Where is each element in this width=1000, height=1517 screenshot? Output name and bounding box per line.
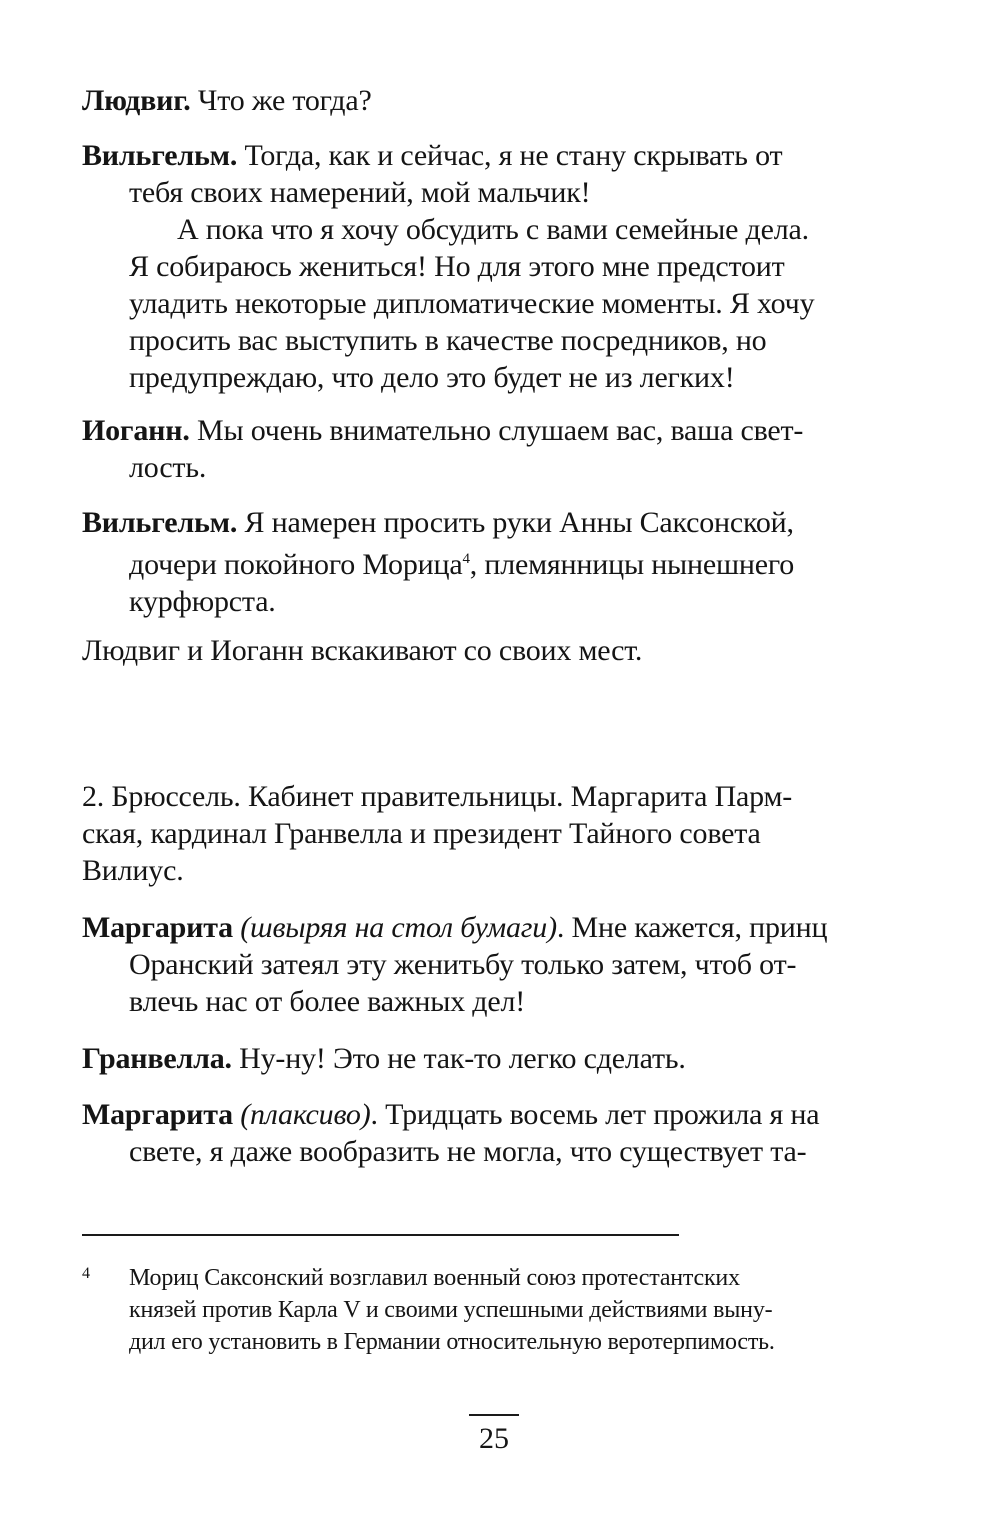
footnote-ref[interactable]: 4 bbox=[462, 551, 470, 567]
dialogue-wilhelm-1: Вильгельм. Тогда, как и сейчас, я не стану скрывать от тебя своих намерений, мой мальчик! А пока что я хочу обсудить с вами семейные дела. Я собираюсь жениться! Но для этого мне предстоит уладить некоторые дипломатические моменты. Я хочу просить вас выступить в качестве посредников, но предупреждаю, что дело это будет не из легких! bbox=[82, 137, 902, 396]
speaker-name: Гранвелла bbox=[82, 1042, 225, 1075]
dialogue-text: Я намерен просить руки Анны Саксонской, bbox=[244, 506, 794, 539]
stage-note: (плаксиво) bbox=[240, 1098, 371, 1131]
dialogue-text: Что же тогда? bbox=[197, 84, 372, 117]
dialogue-text: Мы очень внимательно слушаем вас, ваша свет- bbox=[196, 414, 804, 447]
stage-direction bbox=[82, 632, 902, 669]
scene-heading bbox=[82, 778, 902, 889]
dialogue-margarita-1 bbox=[82, 909, 902, 1020]
dialogue-text: Тогда, как и сейчас, я не стану скрывать от bbox=[244, 139, 783, 172]
dialogue-text: лость. bbox=[129, 451, 207, 484]
dialogue-text: А пока что я хочу обсудить с вами семейные дела. bbox=[177, 213, 809, 246]
dialogue-text: Оранский затеял эту женитьбу только затем, чтоб от- bbox=[129, 948, 797, 981]
speaker-name: Маргарита bbox=[82, 1098, 233, 1131]
dialogue-text: . Тридцать восемь лет прожила я на bbox=[370, 1098, 820, 1131]
speaker-name: Вильгельм bbox=[82, 506, 230, 539]
scene-text: ская, кардинал Гранвелла и президент Тайного совета bbox=[82, 817, 761, 850]
speaker-name: Людвиг bbox=[82, 84, 184, 117]
page-number: 25 bbox=[479, 1422, 509, 1455]
scene-text: 2. Брюссель. Кабинет правительницы. Маргарита Парм- bbox=[82, 780, 793, 813]
dialogue-text: дочери покойного Морица bbox=[129, 548, 463, 581]
footnote-text: князей против Карла V и своими успешными действиями выну- bbox=[129, 1297, 773, 1323]
dialogue-margarita-2 bbox=[82, 1096, 902, 1170]
dialogue-text: Ну-ну! Это не так-то легко сделать. bbox=[239, 1042, 686, 1075]
scene-text: Вилиус. bbox=[82, 854, 184, 887]
footnote-mark: 4 bbox=[82, 1265, 90, 1282]
dialogue-text: уладить некоторые дипломатические моменты. Я хочу bbox=[129, 287, 815, 320]
footnote-text: дил его установить в Германии относительную веротерпимость. bbox=[129, 1329, 775, 1355]
dialogue-text: Я собираюсь жениться! Но для этого мне предстоит bbox=[129, 250, 785, 283]
dialogue-text: предупреждаю, что дело это будет не из легких! bbox=[129, 361, 735, 394]
stage-note: (швыряя на стол бумаги) bbox=[240, 911, 557, 944]
dialogue-text: , племянницы нынешнего bbox=[469, 548, 795, 581]
dialogue-ludwig-1: Людвиг. Что же тогда? bbox=[82, 84, 372, 117]
dialogue-granvelle-1: Гранвелла. Ну-ну! Это не так-то легко сделать. bbox=[82, 1042, 686, 1075]
speaker-name: Вильгельм bbox=[82, 139, 230, 172]
dialogue-text: . Мне кажется, принц bbox=[556, 911, 828, 944]
stage-direction-text: Людвиг и Иоганн вскакивают со своих мест. bbox=[82, 634, 643, 667]
speaker-name: Маргарита bbox=[82, 911, 233, 944]
page-number-rule bbox=[469, 1414, 519, 1416]
dialogue-johann-1: Иоганн. Мы очень внимательно слушаем вас, ваша свет- лость. bbox=[82, 412, 902, 486]
footnote-text: Мориц Саксонский возглавил военный союз протестантских bbox=[129, 1265, 740, 1291]
dialogue-text: тебя своих намерений, мой мальчик! bbox=[129, 176, 591, 209]
footnote-divider bbox=[82, 1234, 679, 1236]
speaker-name: Иоганн bbox=[82, 414, 183, 447]
dialogue-text: свете, я даже вообразить не могла, что существует та- bbox=[129, 1135, 807, 1168]
dialogue-text: влечь нас от более важных дел! bbox=[129, 985, 526, 1018]
footnote bbox=[82, 1262, 912, 1358]
dialogue-text: курфюрста. bbox=[129, 585, 276, 618]
dialogue-wilhelm-2: Вильгельм. Я намерен просить руки Анны Саксонской, дочери покойного Морица$^4$, племянницы нынешнего курфюрста. bbox=[82, 504, 902, 620]
dialogue-text: просить вас выступить в качестве посредников, но bbox=[129, 324, 767, 357]
